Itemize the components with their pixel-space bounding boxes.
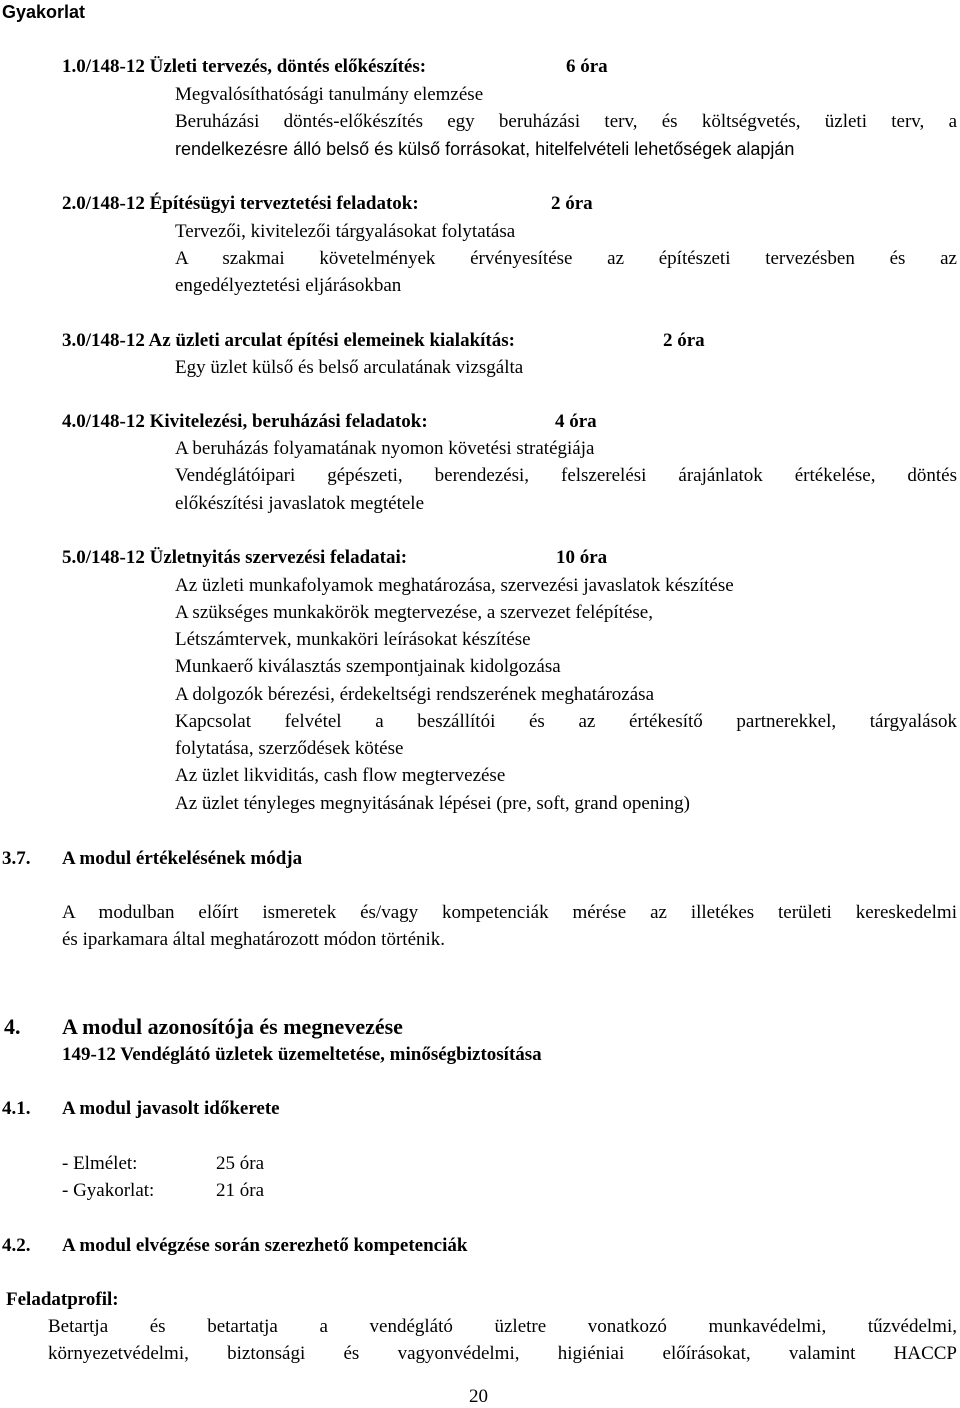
item-2-title: 2.0/148-12 Építésügyi terveztetési feladatok: xyxy=(62,193,419,214)
section-3-7-title: A modul értékelésének módja xyxy=(62,848,303,869)
section-4-number: 4. xyxy=(4,1014,21,1039)
section-4-title: A modul azonosítója és megnevezése xyxy=(62,1014,403,1039)
item-5-line-2: A szükséges munkakörök megtervezése, a szervezet felépítése, xyxy=(175,602,653,623)
item-5-line-5: A dolgozók bérezési, érdekeltségi rendszerének meghatározása xyxy=(175,684,654,705)
timeframe-label-gyakorlat: - Gyakorlat: xyxy=(62,1180,155,1201)
item-4-line-3: előkészítési javaslatok megtétele xyxy=(175,493,425,514)
item-5-line-3: Létszámtervek, munkaköri leírásokat készítése xyxy=(175,629,531,650)
item-5-line-1: Az üzleti munkafolyamok meghatározása, szervezési javaslatok készítése xyxy=(175,575,734,596)
item-2-line-1: Tervezői, kivitelezői tárgyalásokat folytatása xyxy=(175,221,516,242)
item-1-title: 1.0/148-12 Üzleti tervezés, döntés előkészítés: xyxy=(62,56,427,77)
section-4-1-number: 4.1. xyxy=(2,1098,31,1119)
item-3-line-1: Egy üzlet külső és belső arculatának vizsgálta xyxy=(175,357,524,378)
section-4-2-title: A modul elvégzése során szerezhető kompetenciák xyxy=(62,1235,468,1256)
section-4-2-number: 4.2. xyxy=(2,1235,31,1256)
feladatprofil-title: Feladatprofil: xyxy=(6,1289,119,1310)
item-5-line-8: Az üzlet likviditás, cash flow megtervezése xyxy=(175,765,506,786)
item-5-line-7: folytatása, szerződések kötése xyxy=(175,738,404,759)
feladatprofil-line-1: Betartja és betartatja a vendéglátó üzletre vonatkozó munkavédelmi, tűzvédelmi, xyxy=(48,1316,957,1337)
item-2-line-3: engedélyeztetési eljárásokban xyxy=(175,275,402,296)
item-2-hours: 2 óra xyxy=(551,193,593,214)
section-3-7-text-1: A modulban előírt ismeretek és/vagy kompetenciák mérése az illetékes területi kereskedelmi xyxy=(62,902,957,923)
item-3-title: 3.0/148-12 Az üzleti arculat építési elemeinek kialakítás: xyxy=(62,330,515,351)
timeframe-value-gyakorlat: 21 óra xyxy=(216,1180,265,1201)
item-3-hours: 2 óra xyxy=(663,330,705,351)
timeframe-value-elmelet: 25 óra xyxy=(216,1153,265,1174)
item-1-line-3: rendelkezésre álló belső és külső forrásokat, hitelfelvételi lehetőségek alapján xyxy=(175,139,795,159)
timeframe-label-elmelet: - Elmélet: xyxy=(62,1153,138,1174)
item-5-hours: 10 óra xyxy=(556,547,608,568)
item-4-title: 4.0/148-12 Kivitelezési, beruházási feladatok: xyxy=(62,411,428,432)
item-1-line-1: Megvalósíthatósági tanulmány elemzése xyxy=(175,84,484,105)
section-3-7-number: 3.7. xyxy=(2,848,31,869)
section-4-1-title: A modul javasolt időkerete xyxy=(62,1098,280,1119)
item-5-title: 5.0/148-12 Üzletnyitás szervezési feladatai: xyxy=(62,547,408,568)
item-4-line-2: Vendéglátóipari gépészeti, berendezési, felszerelési árajánlatok értékelése, döntés xyxy=(175,465,957,486)
section-4-subtitle: 149-12 Vendéglátó üzletek üzemeltetése, minőségbiztosítása xyxy=(62,1044,542,1065)
item-4-hours: 4 óra xyxy=(555,411,597,432)
item-2-line-2: A szakmai követelmények érvényesítése az építészeti tervezésben és az xyxy=(175,248,957,269)
item-1-line-2: Beruházási döntés-előkészítés egy beruházási terv, és költségvetés, üzleti terv, a xyxy=(175,111,957,132)
item-4-line-1: A beruházás folyamatának nyomon követési stratégiája xyxy=(175,438,595,459)
section-heading-gyakorlat: Gyakorlat xyxy=(2,2,86,22)
section-3-7-text-2: és iparkamara által meghatározott módon történik. xyxy=(62,929,446,950)
item-5-line-6: Kapcsolat felvétel a beszállítói és az értékesítő partnerekkel, tárgyalások xyxy=(175,711,957,732)
item-5-line-9: Az üzlet tényleges megnyitásának lépései (pre, soft, grand opening) xyxy=(175,793,690,814)
feladatprofil-line-2: környezetvédelmi, biztonsági és vagyonvédelmi, higiéniai előírásokat, valamint HACCP xyxy=(48,1343,957,1364)
page-number: 20 xyxy=(469,1386,488,1407)
item-1-hours: 6 óra xyxy=(566,56,608,77)
item-5-line-4: Munkaerő kiválasztás szempontjainak kidolgozása xyxy=(175,656,561,677)
